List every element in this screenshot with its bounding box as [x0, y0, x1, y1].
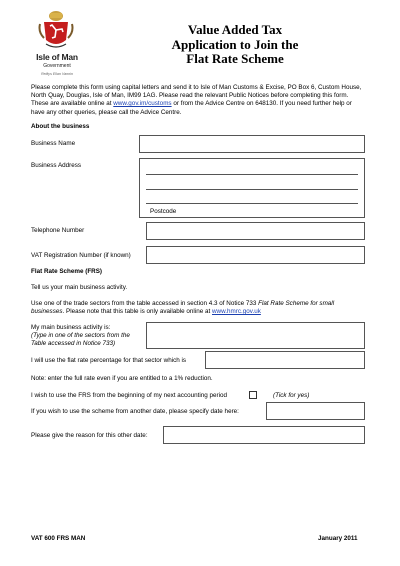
form-code: VAT 600 FRS MAN	[31, 535, 86, 542]
use-one-text-1: Use one of the trade sectors from the table accessed in section 4.3 of Notice 733	[31, 300, 259, 307]
isle-of-man-logo	[26, 10, 86, 80]
address-line-1	[146, 174, 358, 175]
telephone-label: Telephone Number	[31, 227, 85, 234]
reason-label: Please give the reason for this other date:	[31, 432, 148, 439]
form-date: January 2011	[318, 535, 358, 542]
frs-heading: Flat Rate Scheme (FRS)	[31, 268, 103, 275]
address-line-3	[146, 203, 358, 204]
business-name-label: Business Name	[31, 140, 76, 147]
vat-number-field[interactable]	[146, 246, 365, 264]
about-business-heading: About the business	[31, 123, 90, 130]
use-one-paragraph	[31, 300, 366, 316]
address-line-2	[146, 189, 358, 190]
activity-hint: (Type in one of the sectors from the Table accessed in Notice 733)	[31, 332, 130, 348]
title-line-3: Flat Rate Scheme	[186, 51, 284, 66]
beginning-period-checkbox[interactable]	[249, 391, 257, 399]
postcode-label: Postcode	[150, 208, 177, 215]
note-text: Note: enter the full rate even if you are entitled to a 1% reduction.	[31, 375, 213, 382]
business-name-field[interactable]	[139, 135, 365, 153]
percentage-label: I will use the flat rate percentage for that sector which is	[31, 357, 187, 364]
percentage-field[interactable]	[205, 351, 365, 369]
activity-label: My main business activity is:	[31, 324, 111, 331]
reason-field[interactable]	[163, 426, 365, 444]
vat-number-label: VAT Registration Number (if known)	[31, 252, 131, 259]
tick-for-yes-text: (Tick for yes)	[273, 392, 310, 399]
title-line-1: Value Added Tax	[187, 22, 283, 37]
intro-paragraph	[31, 84, 366, 117]
logo-sub: Government	[43, 63, 71, 69]
logo-name: Isle of Man	[36, 52, 78, 62]
intro-text-1: Please complete this form using capital letters and send it to Isle of Man Customs & Excise, PO Box 6, Custom House, North Quay, Douglas, Isle of Man, IM99 1AG. Please read the relevant Public Notices before completing this form. These are available online at	[31, 84, 362, 108]
wish-beginning-label: I wish to use the FRS from the beginning of my next accounting period	[31, 392, 228, 399]
another-date-field[interactable]	[266, 402, 365, 420]
tell-us-text: Tell us your main business activity.	[31, 284, 128, 291]
telephone-field[interactable]	[146, 222, 365, 240]
coat-of-arms-icon	[38, 10, 74, 50]
business-address-label: Business Address	[31, 162, 82, 169]
business-address-field[interactable]	[139, 158, 365, 218]
page-title	[150, 23, 320, 67]
notice-title: Flat Rate Scheme for small businesses	[31, 300, 335, 316]
use-one-text-2: . Please note that this table is only available online at	[62, 308, 212, 316]
another-date-label: If you wish to use the scheme from another date, please specify date here:	[31, 408, 239, 415]
logo-motto: Reiltys Ellan Vannin	[41, 72, 73, 76]
title-line-2: Application to Join the	[171, 36, 299, 52]
activity-field[interactable]	[146, 322, 365, 349]
hmrc-link[interactable]: www.hmrc.gov.uk	[212, 308, 261, 316]
intro-text-2: or from the Advice Centre on 648130. If you need further help or have any other queries, please call the Advice Centre.	[31, 100, 352, 116]
customs-link[interactable]: www.gov.im/customs	[113, 100, 172, 108]
